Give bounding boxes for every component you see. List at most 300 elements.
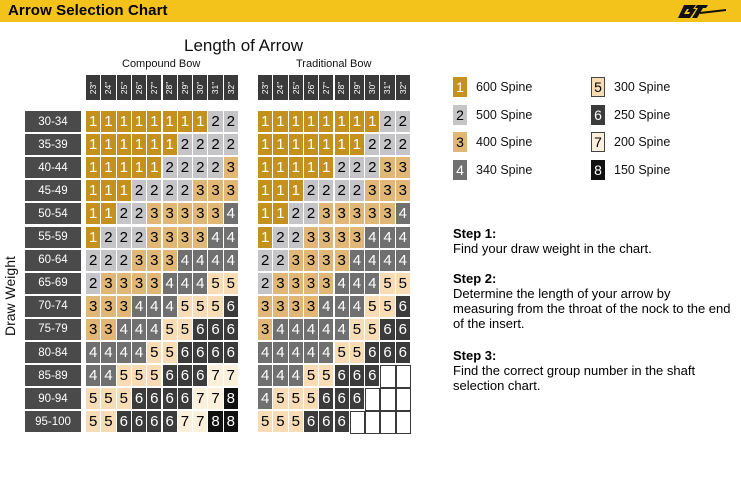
length-header-label: 24" [103,81,114,94]
step-heading: Step 2: [453,271,497,286]
traditional-group-cell: 3 [335,203,350,226]
compound-group-cell: 2 [208,157,223,180]
traditional-group-cell: 3 [396,157,411,180]
traditional-group-cell: 2 [335,180,350,203]
compound-group-cell: 5 [224,273,239,296]
compound-group-cell: 4 [101,342,116,365]
traditional-group-cell: 6 [396,296,411,319]
traditional-group-cell: 4 [396,250,411,273]
traditional-group-cell [365,388,380,411]
traditional-group-cell: 2 [380,111,395,134]
compound-group-cell: 3 [193,203,208,226]
compound-group-cell: 4 [208,227,223,250]
compound-group-cell: 4 [147,296,162,319]
traditional-group-cell [350,411,365,434]
compound-length-header [224,75,239,100]
compound-group-cell: 3 [208,203,223,226]
compound-group-cell: 1 [117,134,132,157]
compound-group-cell: 1 [86,227,101,250]
traditional-length-header [380,75,395,100]
compound-group-cell: 1 [147,111,162,134]
compound-group-cell: 6 [147,388,162,411]
traditional-group-cell: 1 [350,134,365,157]
traditional-group-cell: 3 [258,319,273,342]
traditional-length-header [396,75,411,100]
compound-group-cell: 6 [193,342,208,365]
legend-swatch-3: 3 [453,132,467,152]
traditional-group-cell: 3 [289,250,304,273]
compound-group-cell: 8 [224,411,239,434]
traditional-group-cell: 5 [289,388,304,411]
compound-group-cell: 1 [101,157,116,180]
compound-group-cell: 2 [178,180,193,203]
compound-group-cell: 6 [224,319,239,342]
legend-swatch-5: 5 [591,77,605,97]
compound-group-cell: 8 [208,411,223,434]
traditional-group-cell: 1 [335,134,350,157]
draw-weight-label: 70-74 [25,296,81,319]
traditional-length-header [273,75,288,100]
traditional-group-cell: 3 [335,227,350,250]
traditional-group-cell: 5 [273,411,288,434]
traditional-group-cell: 4 [365,227,380,250]
traditional-group-cell: 5 [350,319,365,342]
compound-group-cell: 4 [193,273,208,296]
traditional-group-cell: 1 [273,134,288,157]
traditional-group-cell: 6 [380,342,395,365]
traditional-group-cell: 5 [380,296,395,319]
length-header-label: 32" [397,81,408,94]
traditional-group-cell: 1 [273,157,288,180]
traditional-group-cell: 3 [380,157,395,180]
compound-group-cell: 6 [208,342,223,365]
traditional-group-cell: 5 [365,296,380,319]
length-header-label: 23" [260,81,271,94]
length-header-label: 25" [118,81,129,94]
length-header-label: 23" [88,81,99,94]
compound-group-cell: 2 [193,134,208,157]
traditional-group-cell: 1 [258,227,273,250]
compound-group-cell: 2 [101,227,116,250]
traditional-group-cell: 4 [258,365,273,388]
traditional-group-cell: 1 [365,111,380,134]
gold-tip-logo [676,3,728,20]
compound-group-cell: 3 [147,227,162,250]
length-header-label: 26" [306,81,317,94]
traditional-group-cell: 1 [350,111,365,134]
compound-group-cell: 3 [163,250,178,273]
compound-length-header [132,75,147,100]
step-heading: Step 3: [453,348,497,363]
compound-group-cell: 6 [193,365,208,388]
compound-group-cell: 1 [117,111,132,134]
draw-weight-label: 90-94 [25,388,81,411]
compound-group-cell: 2 [101,250,116,273]
compound-group-cell: 1 [178,111,193,134]
compound-group-cell: 6 [193,319,208,342]
compound-group-cell: 3 [208,180,223,203]
traditional-group-cell: 3 [380,203,395,226]
traditional-group-cell: 4 [289,319,304,342]
compound-group-cell: 2 [178,134,193,157]
legend-label: 600 Spine [476,80,533,94]
draw-weight-label: 35-39 [25,134,81,157]
traditional-group-cell: 2 [350,180,365,203]
traditional-group-cell: 4 [258,342,273,365]
compound-group-cell: 6 [132,388,147,411]
traditional-group-cell: 2 [319,180,334,203]
traditional-group-cell: 5 [380,273,395,296]
compound-group-cell: 1 [117,180,132,203]
compound-group-cell: 3 [117,273,132,296]
draw-weight-label: 40-44 [25,157,81,180]
compound-group-cell: 6 [224,342,239,365]
draw-weight-axis-label: Draw Weight [2,256,18,336]
legend-swatch-4: 4 [453,160,467,180]
traditional-group-cell: 3 [319,227,334,250]
compound-group-cell: 1 [132,111,147,134]
compound-group-cell: 5 [101,388,116,411]
compound-group-cell: 4 [86,365,101,388]
compound-group-cell: 4 [208,250,223,273]
traditional-group-cell: 4 [380,250,395,273]
compound-bow-label: Compound Bow [122,58,201,70]
legend-label: 500 Spine [476,107,533,122]
compound-group-cell: 6 [163,411,178,434]
traditional-group-cell: 6 [380,319,395,342]
length-header-label: 30" [195,81,206,94]
compound-group-cell: 3 [132,273,147,296]
length-header-label: 29" [351,81,362,94]
traditional-group-cell: 6 [335,411,350,434]
compound-group-cell: 6 [117,411,132,434]
compound-group-cell: 2 [147,180,162,203]
traditional-group-cell: 3 [273,273,288,296]
compound-group-cell: 5 [208,273,223,296]
compound-group-cell: 3 [117,296,132,319]
traditional-group-cell: 4 [289,342,304,365]
traditional-group-cell: 4 [350,250,365,273]
traditional-group-cell: 6 [350,388,365,411]
compound-length-header [208,75,223,100]
length-header-label: 26" [134,81,145,94]
compound-group-cell: 1 [101,111,116,134]
traditional-group-cell: 5 [289,411,304,434]
compound-group-cell: 7 [224,365,239,388]
compound-group-cell: 3 [224,180,239,203]
compound-group-cell: 3 [163,203,178,226]
traditional-group-cell: 2 [258,273,273,296]
traditional-group-cell: 5 [304,365,319,388]
compound-length-header [178,75,193,100]
compound-group-cell: 1 [193,111,208,134]
compound-group-cell: 5 [178,319,193,342]
traditional-group-cell: 5 [304,388,319,411]
traditional-group-cell: 4 [319,319,334,342]
traditional-group-cell: 4 [335,273,350,296]
traditional-group-cell: 2 [304,203,319,226]
traditional-length-header [289,75,304,100]
legend-swatch-8: 8 [591,160,605,180]
compound-group-cell: 2 [132,180,147,203]
traditional-group-cell: 3 [304,250,319,273]
compound-group-cell: 1 [86,180,101,203]
traditional-group-cell: 3 [350,203,365,226]
length-header-label: 30" [367,81,378,94]
traditional-group-cell: 5 [350,342,365,365]
traditional-bow-label: Traditional Bow [296,58,372,70]
traditional-group-cell: 3 [396,180,411,203]
traditional-group-cell: 4 [319,296,334,319]
traditional-group-cell: 2 [335,157,350,180]
compound-group-cell: 5 [86,388,101,411]
traditional-group-cell: 6 [319,411,334,434]
traditional-group-cell: 3 [350,227,365,250]
compound-length-header [147,75,162,100]
traditional-group-cell: 3 [380,180,395,203]
traditional-group-cell: 4 [365,250,380,273]
traditional-group-cell: 5 [258,411,273,434]
traditional-group-cell: 1 [273,203,288,226]
compound-length-header [193,75,208,100]
compound-group-cell: 7 [178,411,193,434]
compound-group-cell: 2 [117,227,132,250]
traditional-group-cell: 1 [273,111,288,134]
traditional-group-cell: 4 [380,227,395,250]
legend-swatch-7: 7 [591,132,605,152]
traditional-group-cell: 1 [289,180,304,203]
compound-group-cell: 3 [193,227,208,250]
traditional-group-cell [396,365,411,388]
traditional-group-cell: 2 [396,111,411,134]
compound-group-cell: 5 [178,296,193,319]
compound-group-cell: 3 [101,273,116,296]
compound-group-cell: 4 [193,250,208,273]
draw-weight-label: 65-69 [25,273,81,296]
length-header-label: 31" [382,81,393,94]
compound-group-cell: 2 [117,250,132,273]
traditional-group-cell: 2 [365,157,380,180]
draw-weight-label: 75-79 [25,319,81,342]
traditional-group-cell: 1 [319,134,334,157]
length-header-label: 27" [321,81,332,94]
traditional-group-cell: 3 [319,203,334,226]
compound-group-cell: 1 [101,203,116,226]
compound-group-cell: 4 [224,227,239,250]
compound-group-cell: 1 [132,157,147,180]
traditional-length-header [258,75,273,100]
traditional-group-cell [365,411,380,434]
length-header-label: 27" [149,81,160,94]
draw-weight-label: 55-59 [25,227,81,250]
compound-group-cell: 2 [86,273,101,296]
traditional-group-cell: 1 [258,203,273,226]
draw-weight-label: 80-84 [25,342,81,365]
traditional-group-cell: 6 [319,388,334,411]
length-header-label: 25" [290,81,301,94]
traditional-length-header [304,75,319,100]
compound-group-cell: 2 [132,227,147,250]
traditional-group-cell: 4 [335,296,350,319]
traditional-group-cell: 3 [319,250,334,273]
traditional-group-cell: 4 [273,342,288,365]
traditional-group-cell: 3 [304,273,319,296]
length-header-label: 31" [210,81,221,94]
traditional-group-cell [380,411,395,434]
traditional-group-cell: 3 [304,296,319,319]
compound-length-header [101,75,116,100]
traditional-group-cell: 5 [396,273,411,296]
traditional-group-cell: 4 [396,203,411,226]
legend-label: 400 Spine [476,135,533,149]
compound-group-cell: 3 [86,319,101,342]
compound-group-cell: 1 [132,134,147,157]
traditional-group-cell: 1 [258,180,273,203]
compound-group-cell: 3 [132,250,147,273]
traditional-group-cell: 4 [258,388,273,411]
compound-group-cell: 3 [101,319,116,342]
traditional-group-cell: 6 [335,365,350,388]
traditional-group-cell: 6 [396,342,411,365]
traditional-length-header [335,75,350,100]
compound-group-cell: 1 [101,134,116,157]
traditional-group-cell: 1 [289,157,304,180]
traditional-group-cell: 4 [365,273,380,296]
compound-group-cell: 6 [178,388,193,411]
traditional-group-cell: 5 [319,365,334,388]
traditional-group-cell: 1 [258,157,273,180]
compound-group-cell: 5 [163,319,178,342]
traditional-group-cell: 3 [289,273,304,296]
compound-group-cell: 3 [147,273,162,296]
compound-group-cell: 3 [193,180,208,203]
traditional-length-header [319,75,334,100]
draw-weight-label: 45-49 [25,180,81,203]
traditional-group-cell: 5 [273,388,288,411]
traditional-group-cell: 2 [273,250,288,273]
compound-group-cell: 1 [163,111,178,134]
traditional-group-cell: 6 [396,319,411,342]
draw-weight-label: 95-100 [25,411,81,434]
length-header-label: 24" [275,81,286,94]
compound-group-cell: 7 [193,388,208,411]
compound-group-cell: 6 [132,411,147,434]
compound-group-cell: 6 [208,319,223,342]
compound-group-cell: 4 [163,273,178,296]
traditional-group-cell [380,365,395,388]
traditional-group-cell: 6 [304,411,319,434]
compound-group-cell: 4 [132,296,147,319]
traditional-length-header [350,75,365,100]
compound-group-cell: 4 [132,342,147,365]
compound-length-header [163,75,178,100]
compound-group-cell: 5 [193,296,208,319]
compound-length-header [86,75,101,100]
legend-swatch-1: 1 [453,77,467,97]
traditional-group-cell: 1 [304,157,319,180]
legend-swatch-6: 6 [591,105,605,125]
traditional-group-cell: 4 [335,319,350,342]
compound-group-cell: 2 [163,180,178,203]
compound-group-cell: 2 [178,157,193,180]
traditional-group-cell: 1 [304,134,319,157]
legend-label: 340 Spine [476,162,533,177]
compound-group-cell: 6 [163,365,178,388]
compound-group-cell: 6 [163,388,178,411]
traditional-group-cell: 4 [319,342,334,365]
compound-group-cell: 4 [101,365,116,388]
compound-group-cell: 3 [178,227,193,250]
compound-group-cell: 7 [208,388,223,411]
traditional-group-cell: 1 [258,134,273,157]
compound-group-cell: 4 [178,250,193,273]
traditional-group-cell: 5 [365,319,380,342]
traditional-group-cell: 4 [273,319,288,342]
traditional-group-cell: 1 [335,111,350,134]
traditional-group-cell: 4 [350,296,365,319]
compound-group-cell: 2 [208,134,223,157]
traditional-group-cell [396,388,411,411]
traditional-group-cell: 4 [304,319,319,342]
compound-length-header [117,75,132,100]
step-text: Determine the length of your arrow by measuring from the throat of the nock to the end of the insert. [453,286,731,331]
compound-group-cell: 4 [178,273,193,296]
compound-group-cell: 3 [224,157,239,180]
traditional-group-cell [380,388,395,411]
traditional-group-cell: 4 [289,365,304,388]
traditional-group-cell: 2 [350,157,365,180]
step-heading: Step 1: [453,226,497,241]
traditional-group-cell: 2 [258,250,273,273]
compound-group-cell: 5 [147,365,162,388]
traditional-group-cell: 3 [273,296,288,319]
legend-swatch-2: 2 [453,105,467,125]
compound-group-cell: 2 [86,250,101,273]
compound-group-cell: 5 [132,365,147,388]
compound-group-cell: 3 [163,227,178,250]
compound-group-cell: 4 [117,319,132,342]
step-text: Find the correct group number in the shaft selection chart. [453,363,696,393]
compound-group-cell: 1 [86,134,101,157]
traditional-group-cell: 2 [289,203,304,226]
compound-group-cell: 4 [86,342,101,365]
traditional-group-cell: 4 [396,227,411,250]
traditional-group-cell: 3 [365,203,380,226]
traditional-group-cell: 1 [258,111,273,134]
traditional-group-cell: 3 [289,296,304,319]
draw-weight-label: 50-54 [25,203,81,226]
compound-group-cell: 4 [224,250,239,273]
length-header-label: 28" [336,81,347,94]
compound-group-cell: 6 [147,411,162,434]
legend-label: 200 Spine [614,135,671,149]
legend-label: 250 Spine [614,107,671,122]
length-header-label: 29" [179,81,190,94]
compound-group-cell: 2 [117,203,132,226]
compound-group-cell: 2 [224,134,239,157]
compound-group-cell: 6 [178,365,193,388]
compound-group-cell: 5 [101,411,116,434]
legend-label: 300 Spine [614,80,671,94]
compound-group-cell: 5 [208,296,223,319]
traditional-group-cell [396,411,411,434]
draw-weight-label: 60-64 [25,250,81,273]
compound-group-cell: 3 [147,250,162,273]
traditional-group-cell: 6 [350,365,365,388]
traditional-group-cell: 1 [289,134,304,157]
traditional-group-cell: 1 [319,157,334,180]
traditional-group-cell: 2 [304,180,319,203]
